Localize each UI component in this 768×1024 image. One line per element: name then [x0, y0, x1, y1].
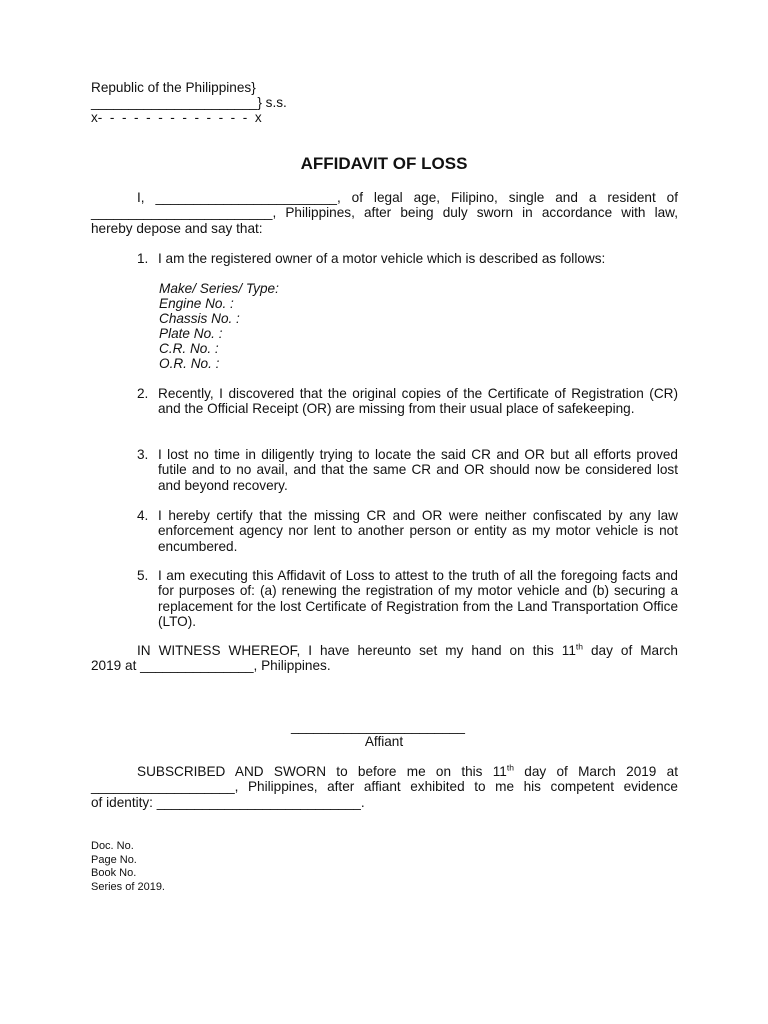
- item-number: 4.: [137, 508, 149, 523]
- jurat-line-3: of identity: ___________________________.: [91, 794, 365, 810]
- venue-separator: x- - - - - - - - - - - - - x: [91, 110, 262, 125]
- field-make-series-type: Make/ Series/ Type:: [159, 281, 279, 296]
- item-number: 2.: [137, 386, 149, 401]
- jurat-line-2: ___________________, Philippines, after affiant exhibited to me his competent evidence: [91, 779, 678, 795]
- witness-ordinal: th: [575, 641, 584, 652]
- intro-paragraph: [91, 190, 678, 236]
- intro-line-1: I, ________________________, of legal age, Filipino, single and a resident of: [137, 190, 678, 205]
- list-item-4: [137, 508, 678, 554]
- item-number: 5.: [137, 568, 149, 583]
- signature-line: _______________________: [291, 719, 465, 734]
- list-item-5: [137, 568, 678, 630]
- list-item-2: [137, 386, 678, 417]
- witness-line-1: [91, 643, 678, 658]
- affiant-label: Affiant: [364, 734, 404, 749]
- item-text: I hereby certify that the missing CR and OR were neither confiscated by any law enforcement agency nor lent to another person or entity as my motor vehicle is not encumbered.: [158, 508, 678, 554]
- jurat-paragraph: [91, 764, 678, 810]
- series-year: Series of 2019.: [91, 880, 165, 893]
- jurat-ordinal: th: [506, 762, 514, 773]
- item-text: I lost no time in diligently trying to locate the said CR and OR but all efforts proved futile and to no avail, and that the same CR and OR should now be considered lost and beyond recovery.: [158, 447, 678, 493]
- field-or-no: O.R. No. :: [159, 356, 220, 371]
- doc-no: Doc. No.: [91, 840, 134, 852]
- witness-text-pre: IN WITNESS WHEREOF, I have hereunto set my hand on this 11: [137, 643, 576, 658]
- book-no: Book No.: [91, 867, 137, 879]
- venue-line-2: ______________________} s.s.: [91, 95, 287, 110]
- item-number: 3.: [137, 447, 149, 462]
- intro-line-2: ________________________, Philippines, after being duly sworn in accordance with law,: [91, 205, 678, 221]
- jurat-text-pre: SUBSCRIBED AND SWORN to before me on this 11: [137, 764, 507, 779]
- witness-line-2: 2019 at _______________, Philippines.: [91, 658, 331, 674]
- item-number: 1.: [137, 251, 149, 266]
- item-text: Recently, I discovered that the original copies of the Certificate of Registration (CR) and the Official Receipt (OR) are missing from their usual place of safekeeping.: [158, 386, 678, 417]
- field-engine-no: Engine No. :: [159, 296, 234, 311]
- vehicle-fields: [159, 281, 279, 371]
- document-title: AFFIDAVIT OF LOSS: [300, 154, 468, 173]
- jurat-text-post: day of March 2019 at: [513, 764, 678, 779]
- venue-line-1: Republic of the Philippines}: [91, 80, 256, 95]
- item-text: I am executing this Affidavit of Loss to attest to the truth of all the foregoing facts and for purposes of: (a) renewing the registration of my motor vehicle and (b) securing a replacement for the lost Certificate of Registration from the Land Transportation Office (LTO).: [158, 568, 678, 630]
- notarial-register: [91, 840, 165, 894]
- page-no: Page No.: [91, 853, 137, 866]
- witness-text-post: day of March: [583, 643, 678, 658]
- item-text: I am the registered owner of a motor vehicle which is described as follows:: [158, 251, 606, 266]
- list-item-1: [137, 251, 678, 266]
- intro-line-3: hereby depose and say that:: [91, 220, 263, 236]
- witness-paragraph: [91, 643, 678, 674]
- jurat-line-1: [91, 764, 678, 779]
- field-plate-no: Plate No. :: [159, 326, 223, 341]
- list-item-3: [137, 447, 678, 493]
- field-cr-no: C.R. No. :: [159, 341, 219, 356]
- field-chassis-no: Chassis No. :: [159, 311, 240, 326]
